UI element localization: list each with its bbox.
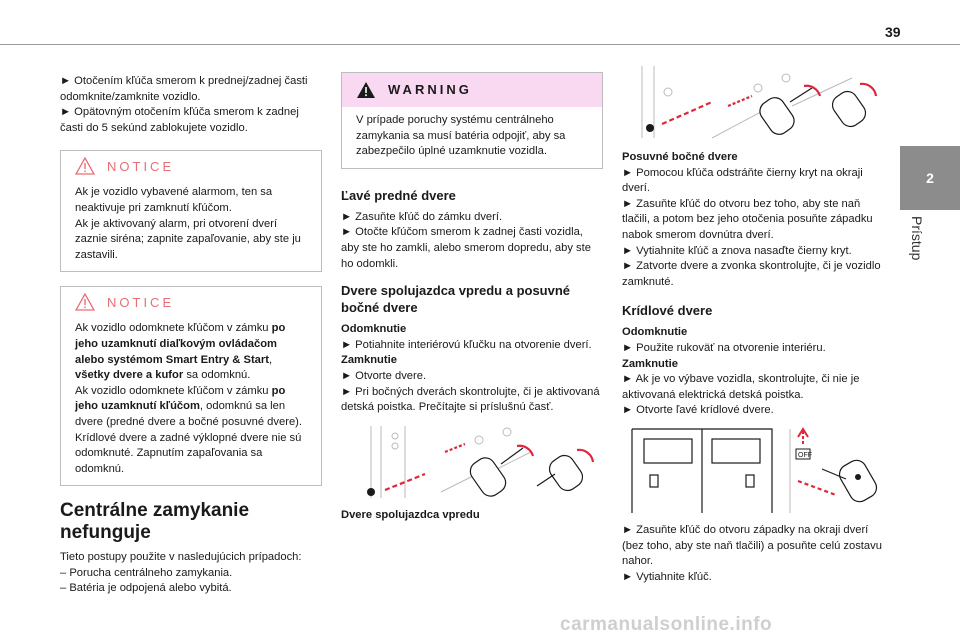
sub-heading: Posuvné bočné dvere [622, 151, 738, 163]
instruction-line: ► Pri bočných dverách skontrolujte, či je aktivovaná detská poistka. Prečítajte si príslušnú časť. [341, 385, 600, 414]
sliding-door-lock-illustration [622, 62, 884, 142]
sub-heading: Zamknutie [622, 357, 678, 370]
notice-text: Krídlové dvere a zadné výklopné dvere nie sú odomknuté. Zapnutím zapaľovania sa odomknú. [75, 431, 302, 475]
wing-door-lock-illustration [622, 425, 884, 517]
column-1 [60, 74, 322, 597]
sub-heading: Odomknutie [622, 326, 688, 339]
instruction-line: ► Zatvorte dvere a zvonka skontrolujte, či je vozidlo zamknuté. [622, 260, 881, 288]
section-heading: Dvere spolujazdca vpredu a posuvné bočné dvere [341, 283, 571, 316]
instruction-line: ► Zasuňte kľúč do otvoru bez toho, aby ste naň tlačili, a potom bez jeho otočenia posuňte západku nabok smerom dovnútra dverí. [622, 197, 873, 241]
instruction-line: ► Potiahnite interiérovú kľučku na otvorenie dverí. [341, 338, 592, 351]
sub-heading: Zamknutie [341, 354, 397, 367]
warning-body [342, 107, 602, 168]
figure-caption: Dvere spolujazdca vpredu [341, 508, 480, 521]
notice-text: Ak vozidlo odomknete kľúčom v zámku po jeho uzamknutí diaľkovým ovládačom alebo systémom Smart Entry & Start, všetky dvere a kufor sa odomknú. [75, 322, 286, 382]
instruction-line: ► Použite rukoväť na otvorenie interiéru. [622, 341, 826, 354]
warning-triangle-icon [356, 81, 376, 99]
instruction-line: ► Zasuňte kľúč do otvoru západky na okraji dverí (bez toho, aby ste naň tlačili) a posuňte celú zostavu nahor. [622, 523, 882, 568]
instruction-line: ► Otvorte ľavé krídlové dvere. [622, 404, 774, 417]
lock-cap-icon [367, 488, 375, 496]
notice-text: Ak je aktivovaný alarm, pri otvorení dverí zaznie siréna; zapnite zapaľovanie, aby ste ju zastavili. [75, 217, 301, 261]
instruction-line: ► Opätovným otočením kľúča smerom k zadnej časti do 5 sekúnd zablokujete vozidlo. [60, 106, 299, 134]
instruction-line: ► Otvorte dvere. [341, 369, 427, 382]
off-label: OFF [798, 451, 812, 459]
notice-header [61, 287, 321, 317]
key-icon [756, 88, 869, 139]
notice-text: Ak vozidlo odomknete kľúčom v zámku po jeho uzamknutí kľúčom, odomknú sa len dvere (predné dvere a bočné posuvné dvere). [75, 384, 303, 428]
footer-watermark: carmanualsonline.info [560, 614, 773, 635]
instruction-line: ► Vytiahnite kľúč a znova nasaďte čierny kryt. [622, 244, 852, 257]
notice-title: NOTICE [107, 158, 175, 174]
column-2 [341, 72, 603, 523]
header-rule [0, 44, 960, 45]
warning-triangle-icon [75, 293, 95, 311]
chapter-tab[interactable] [900, 146, 960, 210]
list-item: – Porucha centrálneho zamykania. [60, 566, 233, 579]
chapter-label: Prístup [909, 216, 925, 261]
section-heading: Krídlové dvere [622, 303, 713, 319]
sub-heading: Odomknutie [341, 323, 407, 336]
chapter-number: 2 [926, 170, 934, 186]
warning-text: V prípade poruchy systému centrálneho zamykania sa musí batéria odpojiť, aby sa zabezpečilo úplné uzamknutie vozidla. [356, 114, 566, 158]
key-icon [822, 457, 880, 506]
notice-body [61, 181, 321, 271]
instruction-line: ► Zasuňte kľúč do zámku dverí. [341, 210, 503, 223]
instruction-line: ► Pomocou kľúča odstráňte čierny kryt na okraji dverí. [622, 166, 863, 195]
warning-triangle-icon [75, 157, 95, 175]
warning-title: WARNING [388, 82, 472, 98]
instruction-line: ► Ak je vo výbave vozidla, skontrolujte, či nie je aktivovaná elektrická detská poistka. [622, 373, 860, 401]
section-intro: Tieto postupy použite v nasledujúcich prípadoch: [60, 551, 302, 564]
section-heading: Centrálne zamykanie nefunguje [60, 500, 250, 544]
instruction-line: ► Otočením kľúča smerom k prednej/zadnej časti odomknite/zamknite vozidlo. [60, 75, 308, 103]
notice-text: Ak je vozidlo vybavené alarmom, ten sa neaktivuje pri zamknutí kľúčom. [75, 186, 273, 214]
warning-box [341, 72, 603, 169]
lock-cap-icon [646, 124, 654, 132]
list-item: – Batéria je odpojená alebo vybitá. [60, 582, 232, 595]
notice-box-1 [60, 150, 322, 272]
notice-body [61, 317, 321, 485]
passenger-door-lock-illustration [341, 422, 603, 502]
warning-header [342, 73, 602, 107]
key-icon [466, 448, 586, 500]
notice-header [61, 151, 321, 181]
section-heading: Ľavé predné dvere [341, 187, 456, 203]
notice-title: NOTICE [107, 294, 175, 310]
notice-box-2 [60, 286, 322, 486]
column-3 [622, 62, 890, 585]
instruction-line: ► Vytiahnite kľúč. [622, 570, 712, 583]
page-number: 39 [885, 24, 901, 40]
instruction-line: ► Otočte kľúčom smerom k zadnej časti vozidla, aby ste ho zamkli, alebo smerom dopredu, aby ste ho odomkli. [341, 226, 591, 270]
